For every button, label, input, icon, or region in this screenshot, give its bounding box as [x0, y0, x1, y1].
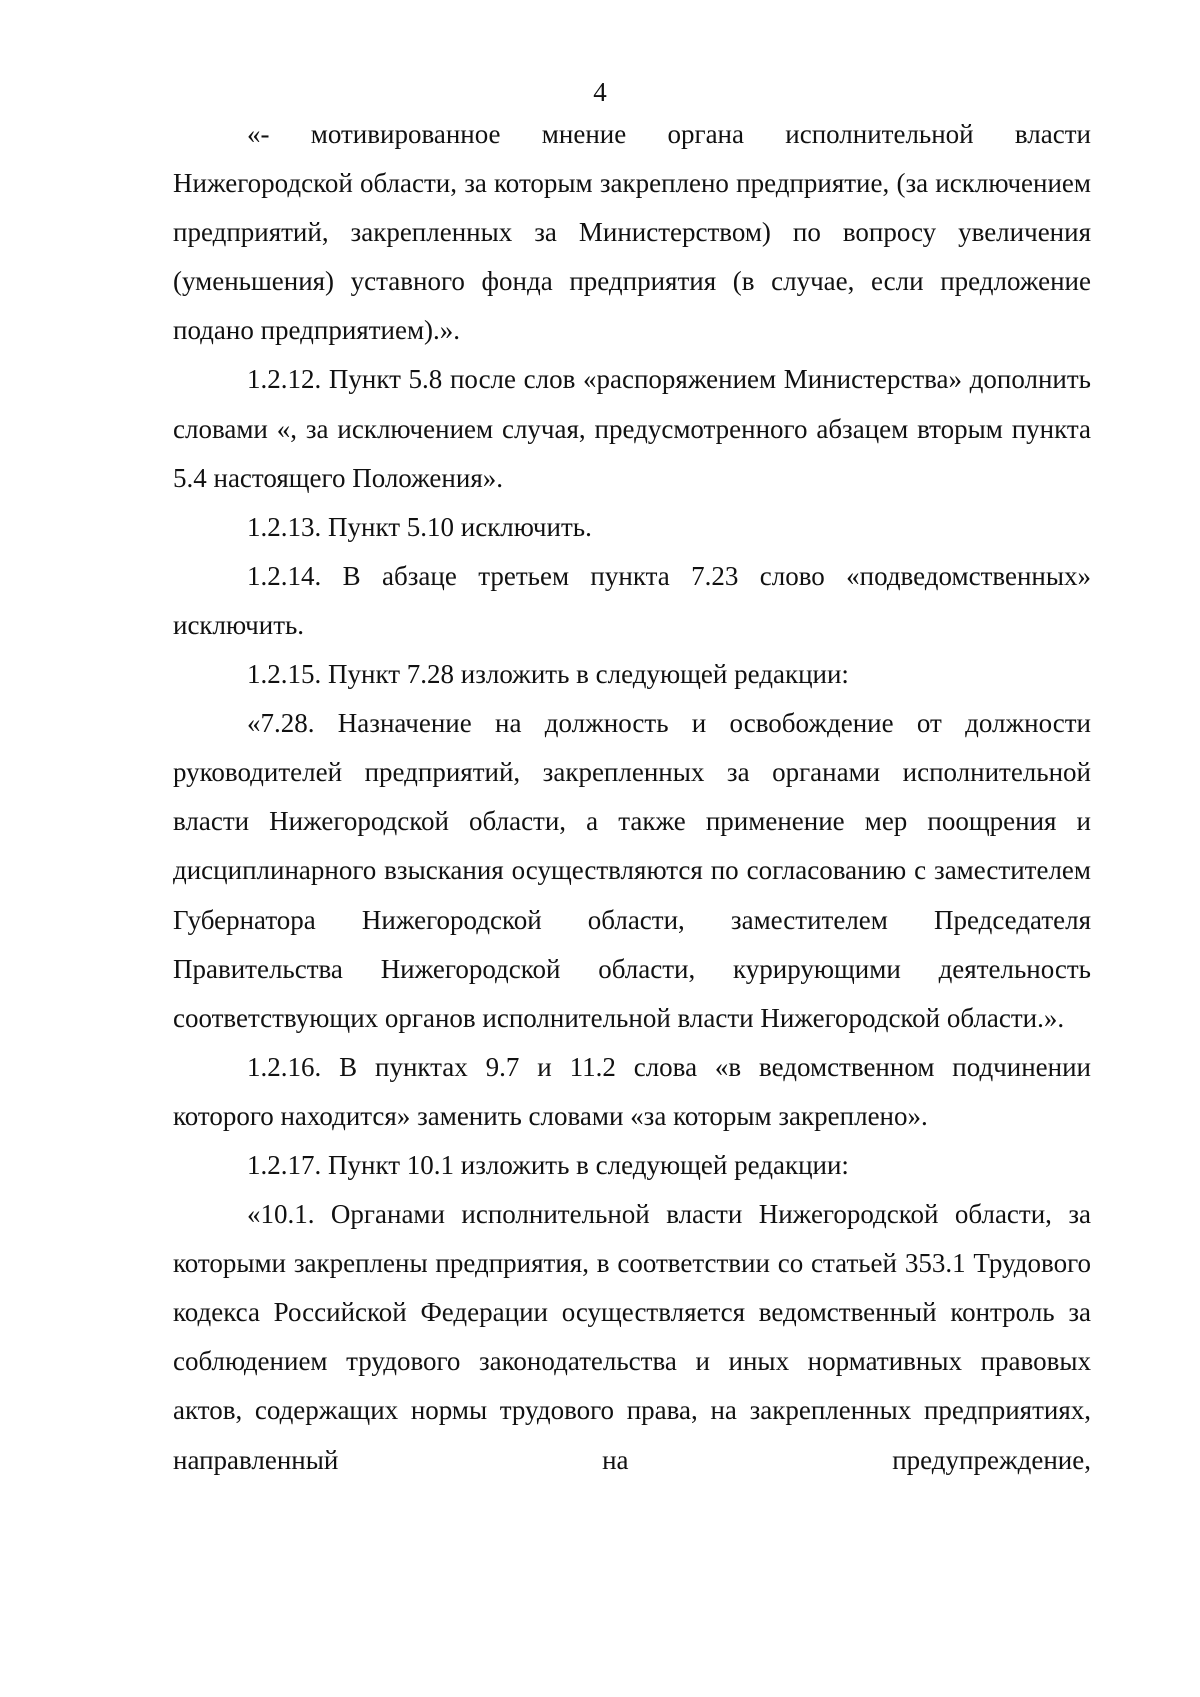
document-body [173, 110, 1091, 1485]
paragraph-1-2-12: 1.2.12. Пункт 5.8 после слов «распоряжением Министерства» дополнить словами «, за исключением случая, предусмотренного абзацем вторым пункта 5.4 настоящего Положения». [173, 364, 1091, 493]
paragraph-10-1: «10.1. Органами исполнительной власти Нижегородской области, за которыми закреплены предприятия, в соответствии со статьей 353.1 Трудового кодекса Российской Федерации осуществляется ведомственный контроль за соблюдением трудового законодательства и иных нормативных правовых актов, содержащих нормы трудового права, на закрепленных предприятиях, направленный на предупреждение, [173, 1199, 1091, 1475]
paragraph-1-2-14: 1.2.14. В абзаце третьем пункта 7.23 слово «подведомственных» исключить. [173, 560, 1091, 640]
paragraph-motivated-opinion: «- мотивированное мнение органа исполнительной власти Нижегородской области, за которым закреплено предприятие, (за исключением предприятий, закрепленных за Министерством) по вопросу увеличения (уменьшения) уставного фонда предприятия (в случае, если предложение подано предприятием).». [173, 119, 1091, 346]
paragraph-1-2-16: 1.2.16. В пунктах 9.7 и 11.2 слова «в ведомственном подчинении которого находится» заменить словами «за которым закреплено». [173, 1051, 1091, 1131]
paragraph-1-2-13: 1.2.13. Пункт 5.10 исключить. [247, 511, 592, 542]
paragraph-1-2-15: 1.2.15. Пункт 7.28 изложить в следующей редакции: [247, 659, 849, 690]
paragraph-1-2-17: 1.2.17. Пункт 10.1 изложить в следующей редакции: [247, 1149, 849, 1180]
page-number: 4 [593, 77, 607, 107]
paragraph-7-28: «7.28. Назначение на должность и освобождение от должности руководителей предприятий, закрепленных за органами исполнительной власти Нижегородской области, а также применение мер поощрения и дисциплинарного взыскания осуществляются по согласованию с заместителем Губернатора Нижегородской области, заместителем Председателя Правительства Нижегородской области, курирующими деятельность соответствующих органов исполнительной власти Нижегородской области.». [173, 708, 1091, 1033]
